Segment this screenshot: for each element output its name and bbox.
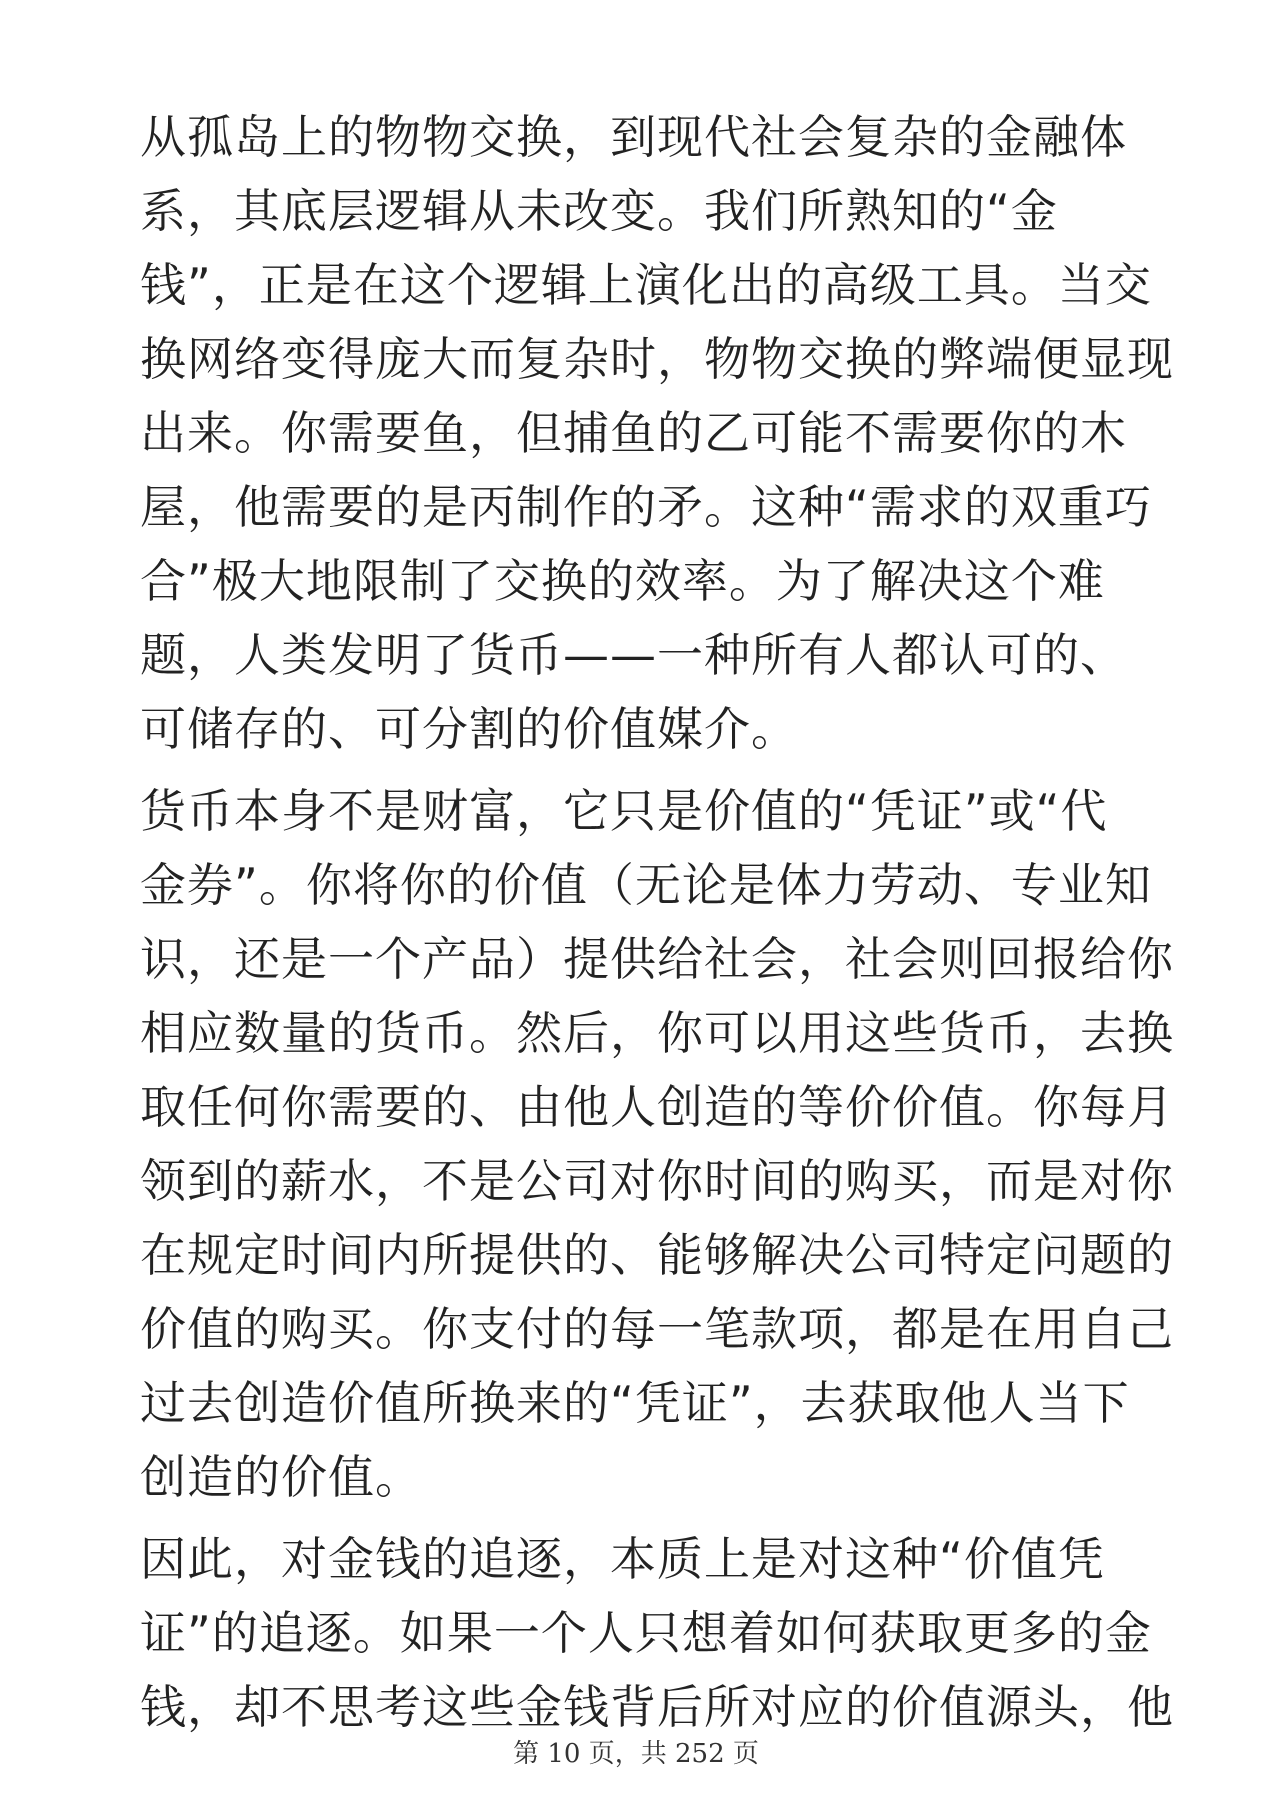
text-line: 题，人类发明了货币——一种所有人都认可的、 <box>140 628 1127 682</box>
text-line: 创造的价值。 <box>140 1450 422 1504</box>
text-line: 过去创造价值所换来的“凭证”，去获取他人当下 <box>140 1376 1130 1430</box>
text-line: 钱”，正是在这个逻辑上演化出的高级工具。当交 <box>140 258 1152 312</box>
text-line: 屋，他需要的是丙制作的矛。这种“需求的双重巧 <box>140 480 1152 534</box>
text-line: 因此，对金钱的追逐，本质上是对这种“价值凭 <box>140 1532 1105 1586</box>
text-line: 出来。你需要鱼，但捕鱼的乙可能不需要你的木 <box>140 406 1127 460</box>
text-line: 证”的追逐。如果一个人只想着如何获取更多的金 <box>140 1606 1152 1660</box>
text-line: 相应数量的货币。然后，你可以用这些货币，去换 <box>140 1006 1174 1060</box>
text-line: 系，其底层逻辑从未改变。我们所熟知的“金 <box>140 184 1058 238</box>
text-line: 合”极大地限制了交换的效率。为了解决这个难 <box>140 554 1105 608</box>
paragraph-3 <box>140 1522 1174 1744</box>
text-line: 金券”。你将你的价值（无论是体力劳动、专业知 <box>140 858 1152 912</box>
text-line: 在规定时间内所提供的、能够解决公司特定问题的 <box>140 1228 1174 1282</box>
paragraph-2 <box>140 774 1174 1514</box>
document-body <box>140 100 1174 1744</box>
text-line: 货币本身不是财富，它只是价值的“凭证”或“代 <box>140 784 1108 838</box>
text-line: 钱，却不思考这些金钱背后所对应的价值源头，他 <box>140 1680 1174 1734</box>
page-number-footer: 第 10 页，共 252 页 <box>513 1739 759 1769</box>
text-line: 从孤岛上的物物交换，到现代社会复杂的金融体 <box>140 110 1127 164</box>
paragraph-1 <box>140 100 1174 766</box>
text-line: 换网络变得庞大而复杂时，物物交换的弊端便显现 <box>140 332 1174 386</box>
text-line: 识，还是一个产品）提供给社会，社会则回报给你 <box>140 932 1174 986</box>
text-line: 取任何你需要的、由他人创造的等价价值。你每月 <box>140 1080 1174 1134</box>
text-line: 价值的购买。你支付的每一笔款项，都是在用自己 <box>140 1302 1174 1356</box>
text-line: 可储存的、可分割的价值媒介。 <box>140 702 798 756</box>
text-line: 领到的薪水，不是公司对你时间的购买，而是对你 <box>140 1154 1174 1208</box>
